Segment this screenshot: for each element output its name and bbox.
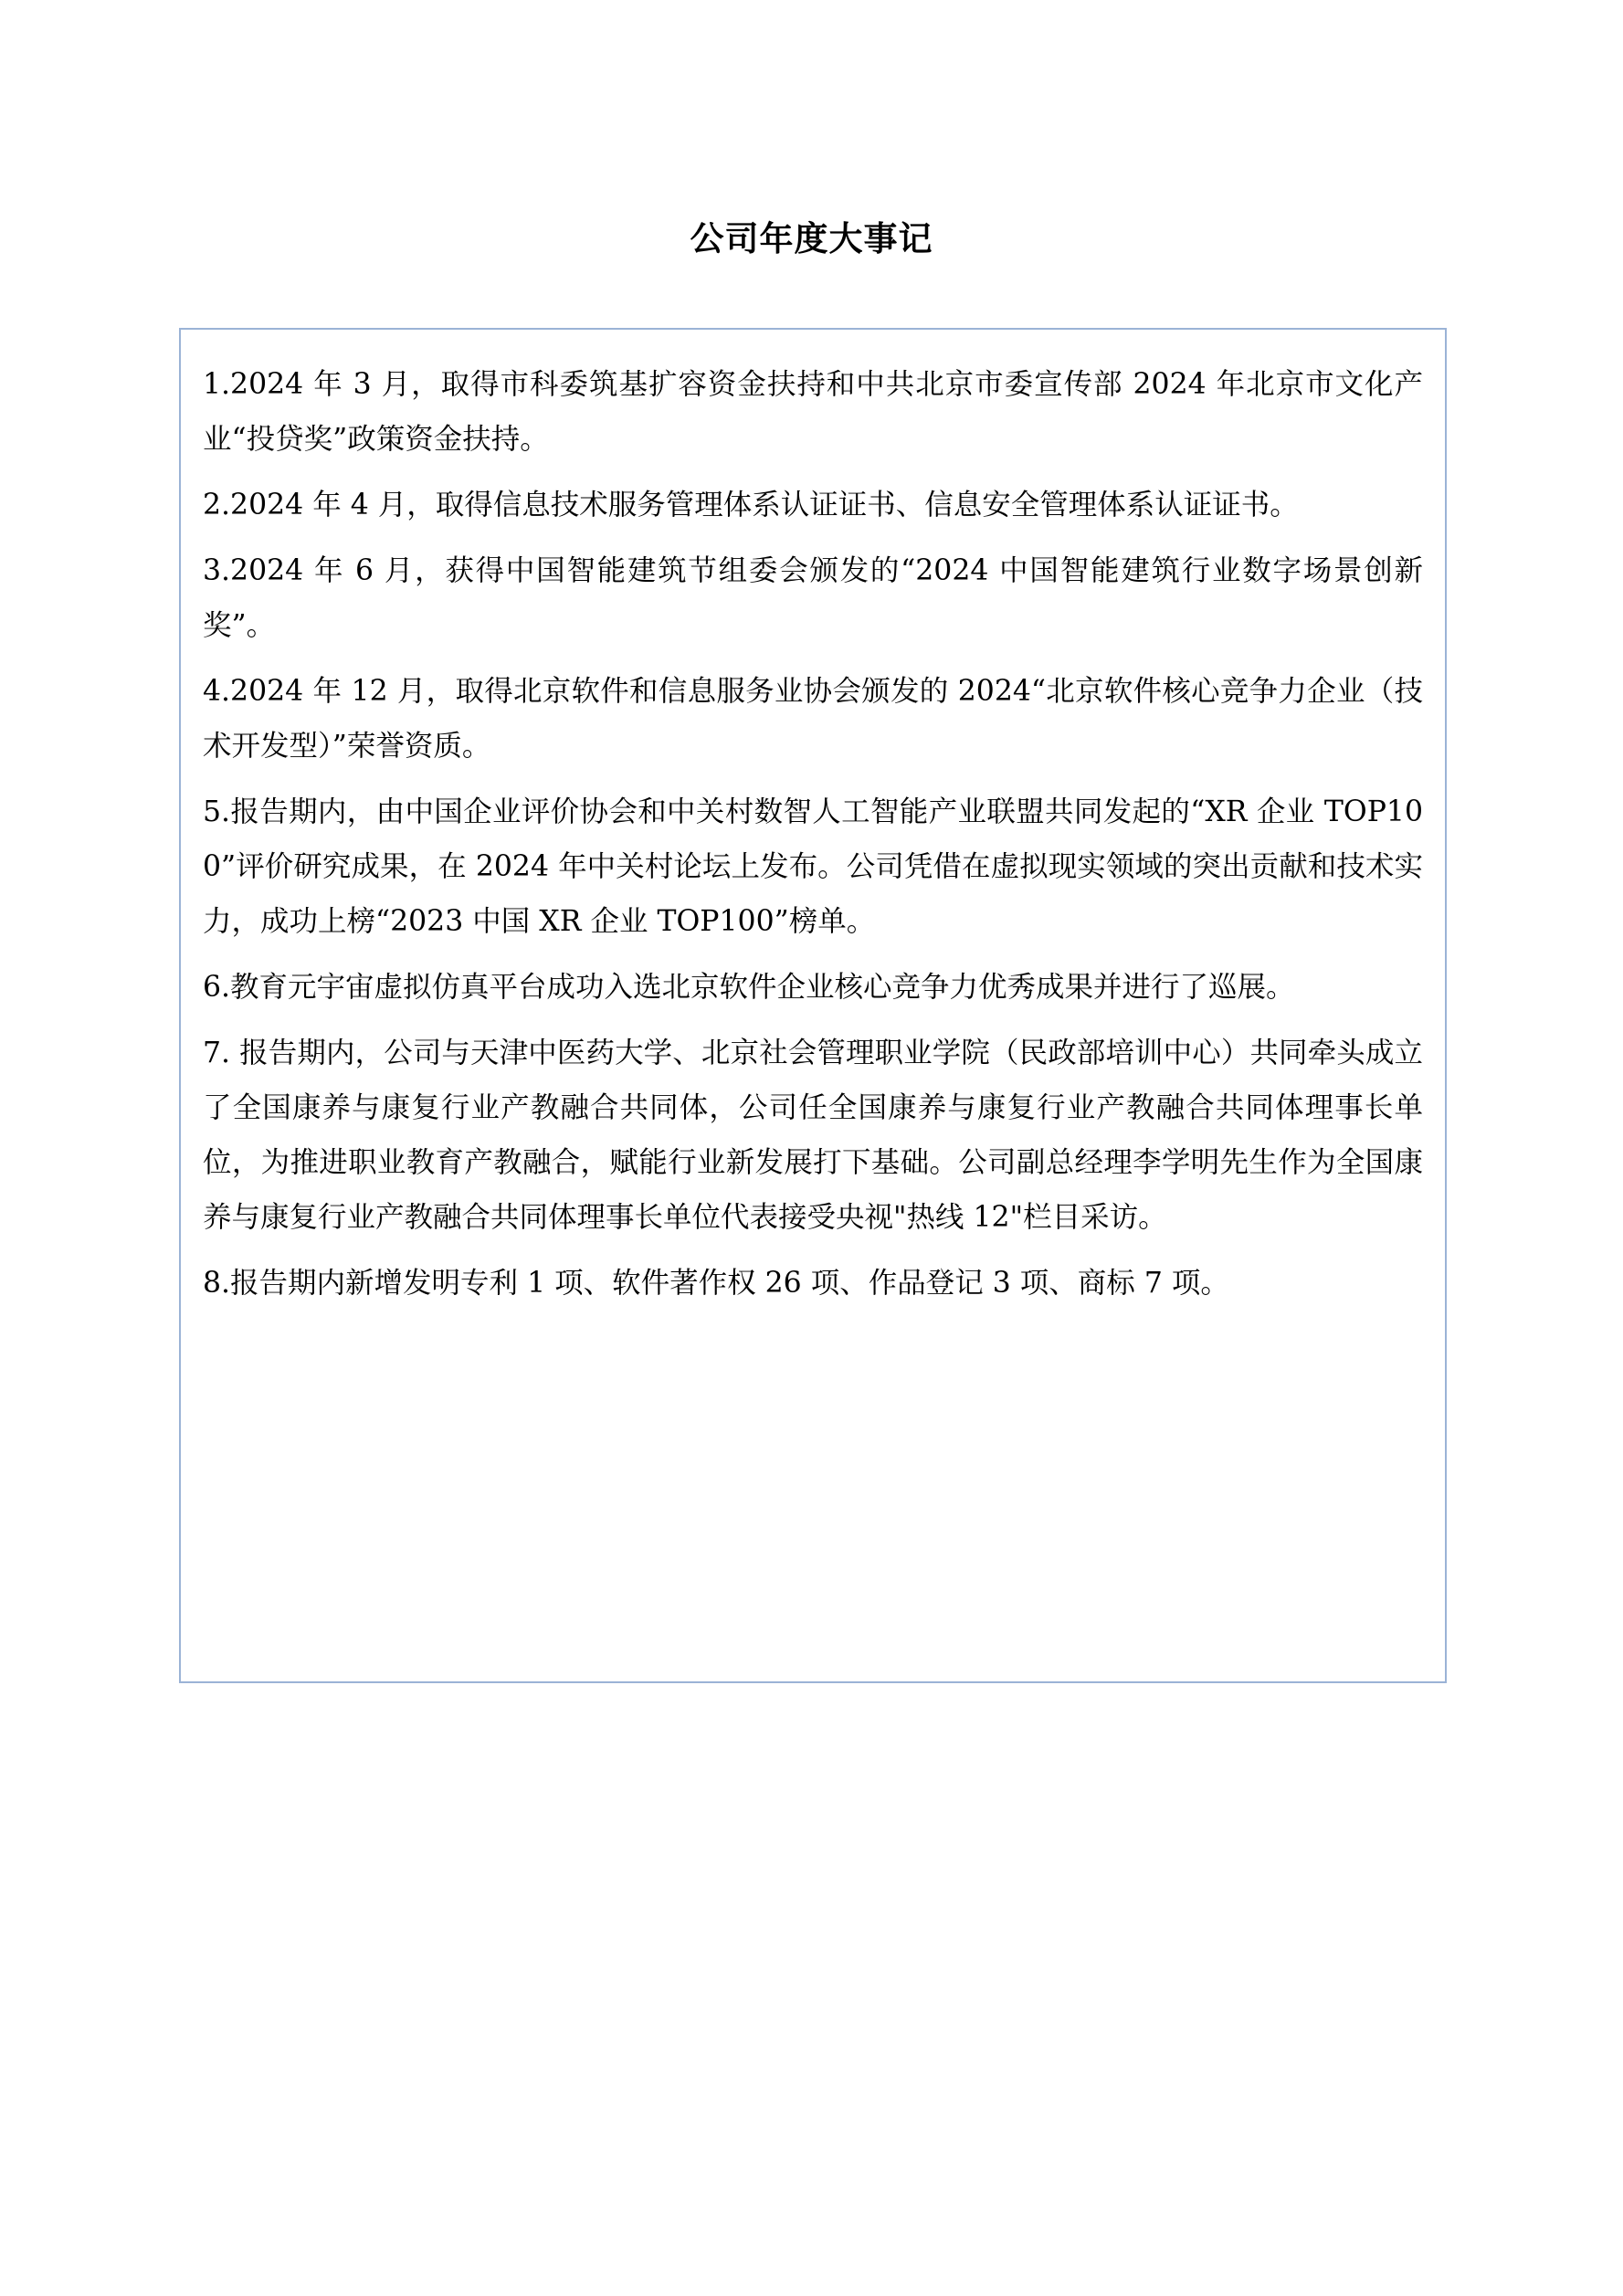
event-item-4: 4.2024 年 12 月，取得北京软件和信息服务业协会颁发的 2024“北京软件核心竞争力企业（技术开发型）”荣誉资质。: [203, 675, 1423, 763]
event-item-5: 5.报告期内，由中国企业评价协会和中关村数智人工智能产业联盟共同发起的“XR 企业 TOP100”评价研究成果，在 2024 年中关村论坛上发布。公司凭借在虚拟现实领域的突出贡献和技术实力，成功上榜“2023 中国 XR 企业 TOP100”榜单。: [203, 795, 1423, 938]
event-item-7: 7. 报告期内，公司与天津中医药大学、北京社会管理职业学院（民政部培训中心）共同牵头成立了全国康养与康复行业产教融合共同体，公司任全国康养与康复行业产教融合共同体理事长单位，为推进职业教育产教融合，赋能行业新发展打下基础。公司副总经理李学明先生作为全国康养与康复行业产教融合共同体理事长单位代表接受央视"热线 12"栏目采访。: [203, 1037, 1423, 1234]
events-box: [179, 328, 1447, 1683]
event-item-3: 3.2024 年 6 月，获得中国智能建筑节组委会颁发的“2024 中国智能建筑行业数字场景创新奖”。: [203, 554, 1423, 642]
page-title: 公司年度大事记: [690, 219, 933, 258]
event-item-8: 8.报告期内新增发明专利 1 项、软件著作权 26 项、作品登记 3 项、商标 7 项。: [203, 1267, 1229, 1300]
event-item-6: 6.教育元宇宙虚拟仿真平台成功入选北京软件企业核心竞争力优秀成果并进行了巡展。: [203, 971, 1295, 1004]
event-item-1: 1.2024 年 3 月，取得市科委筑基扩容资金扶持和中共北京市委宣传部 2024 年北京市文化产业“投贷奖”政策资金扶持。: [203, 368, 1423, 456]
event-item-2: 2.2024 年 4 月，取得信息技术服务管理体系认证证书、信息安全管理体系认证证书。: [203, 489, 1299, 521]
event-list: [203, 357, 1423, 1311]
